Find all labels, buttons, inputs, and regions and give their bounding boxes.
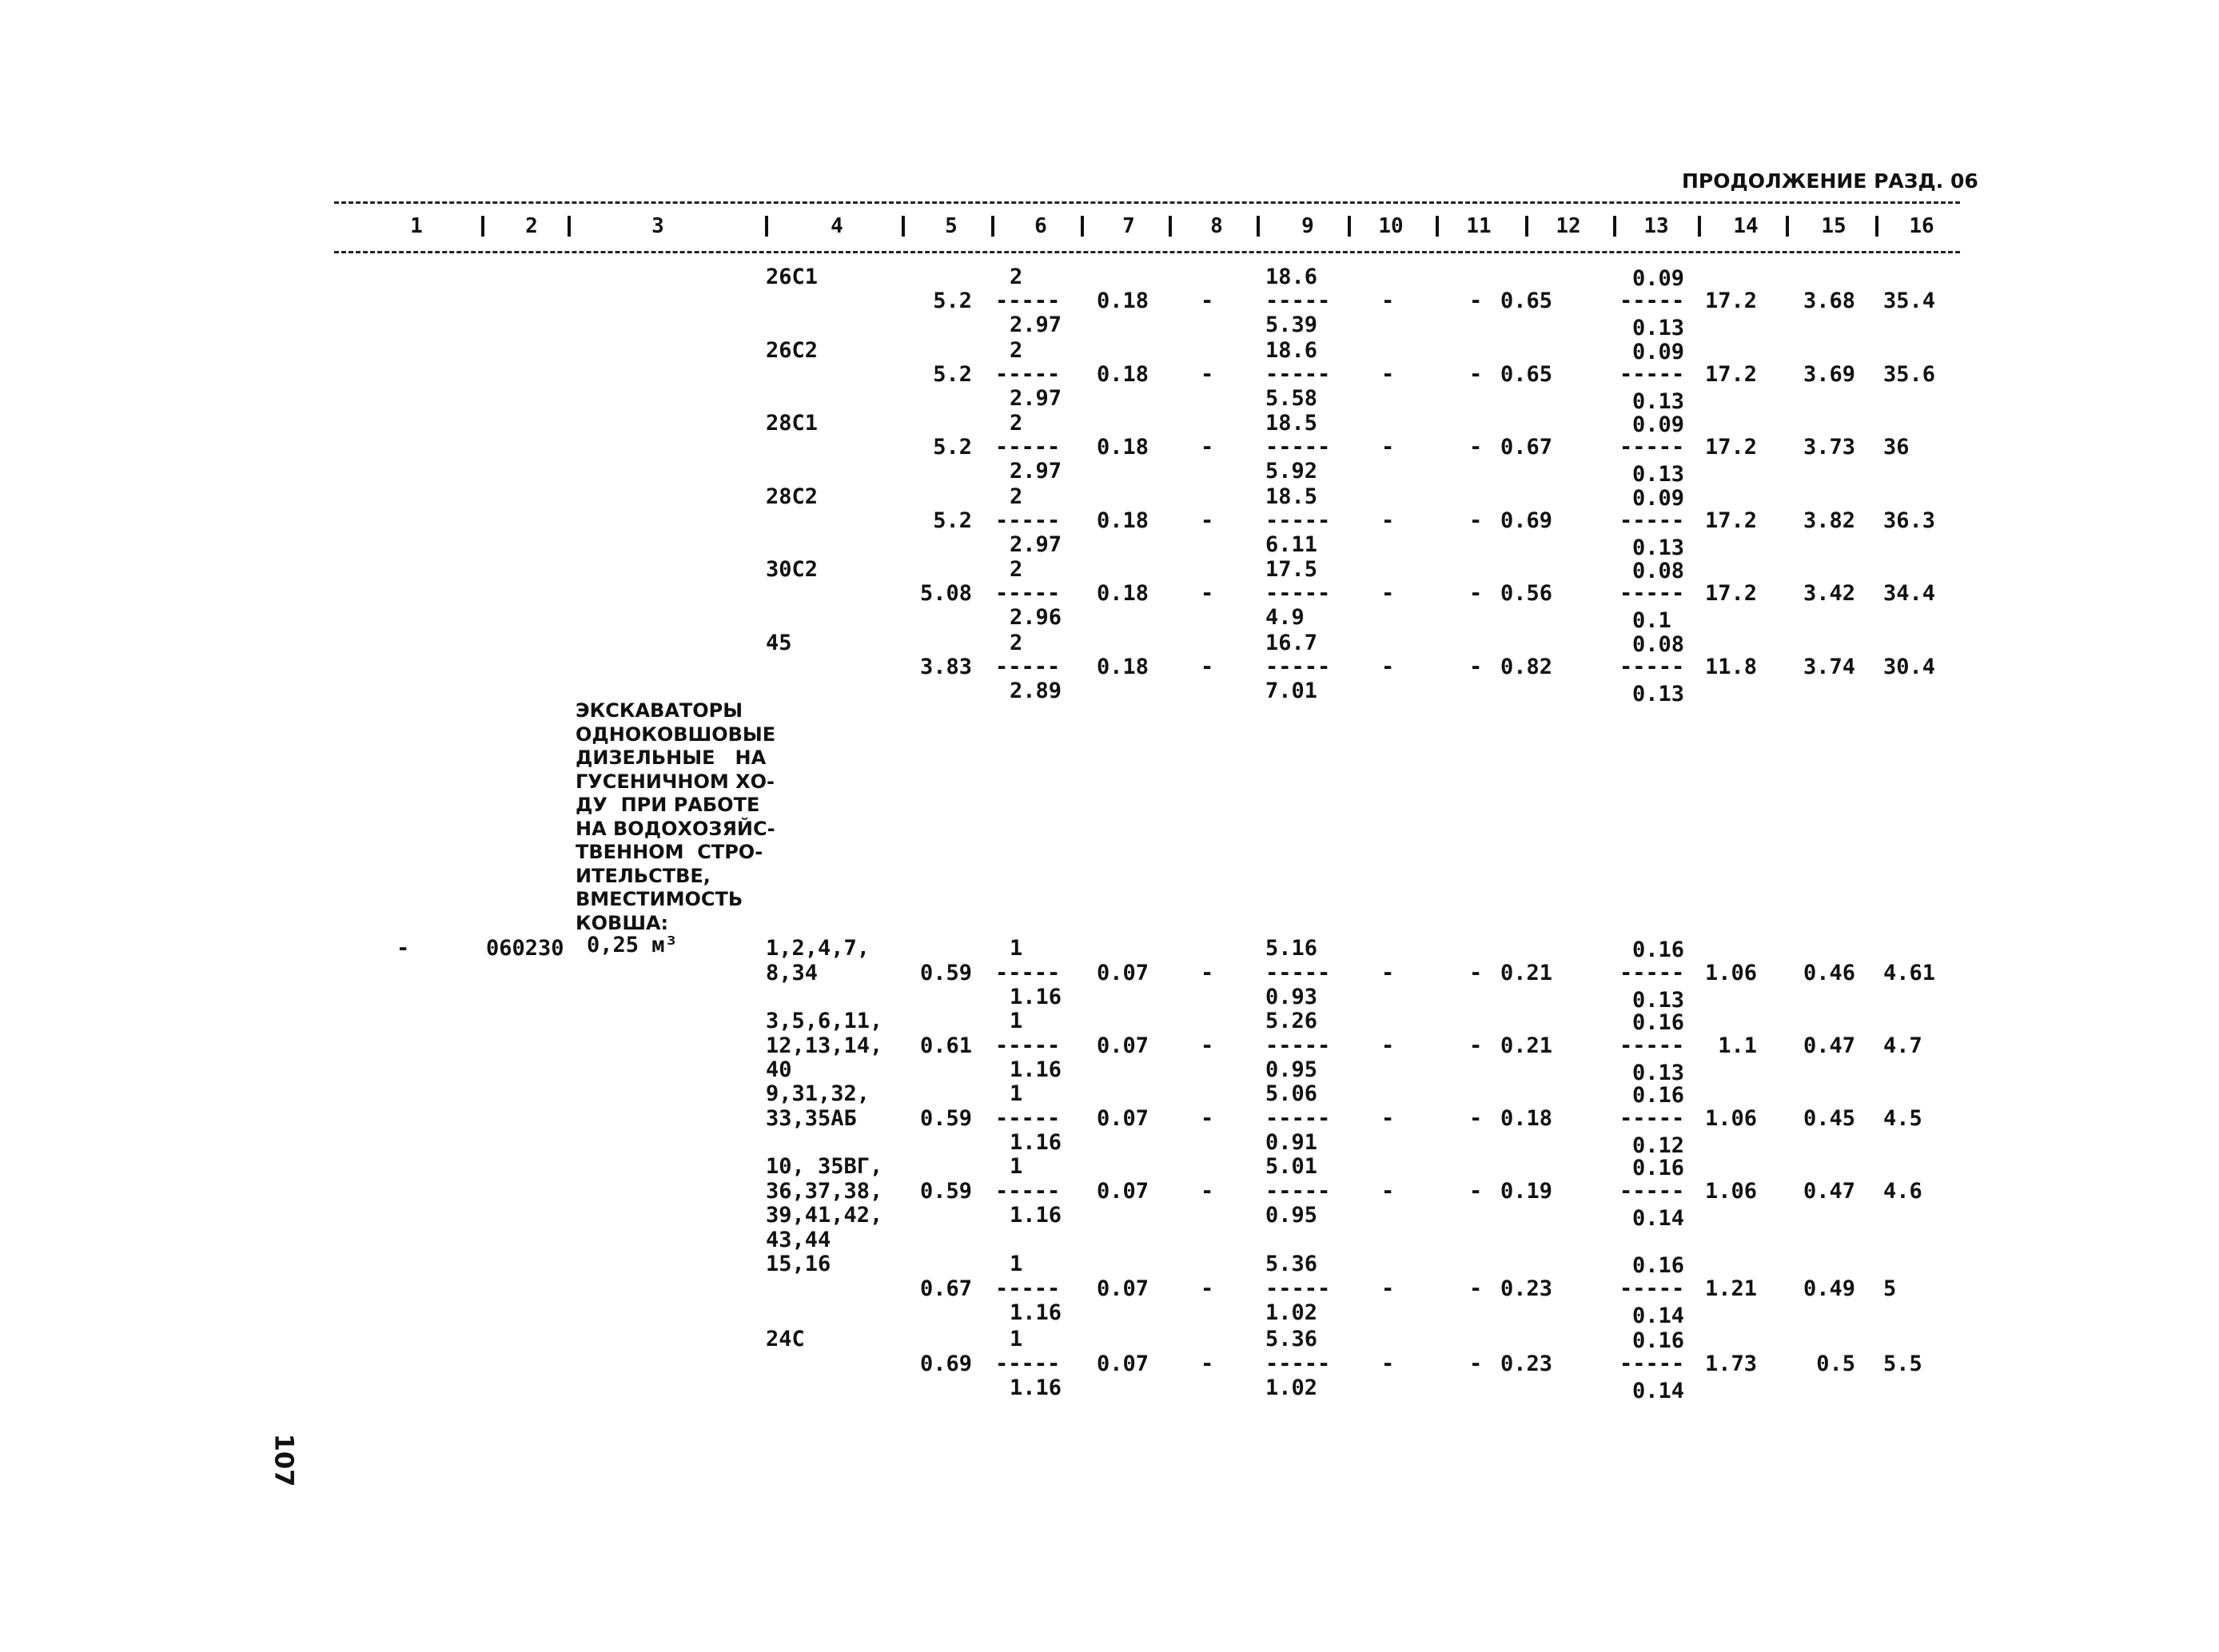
page-number: 107: [269, 1433, 300, 1487]
fraction-bar: -----: [995, 289, 1061, 313]
fraction-bar: -----: [1619, 361, 1685, 387]
value-col16: 34.4: [1883, 581, 1936, 607]
value-col6-denominator: 2.89: [1010, 679, 1062, 703]
value-col9-numerator: 5.36: [1265, 1252, 1318, 1276]
model-designation: 40: [766, 1057, 792, 1082]
fraction-bar: -----: [1619, 581, 1685, 607]
row-code: 060230: [486, 936, 564, 961]
value-col13-denominator: 0.13: [1632, 462, 1685, 488]
description-line: ДИЗЕЛЬНЫЕ НА: [576, 746, 767, 769]
value-col9-denominator: 1.02: [1265, 1300, 1318, 1325]
description-line: НА ВОДОХОЗЯЙС-: [576, 817, 775, 840]
value-col11: -: [1469, 361, 1483, 387]
value-col5: 0.59: [919, 1105, 972, 1131]
column-header-5: 5: [945, 214, 958, 238]
value-col12: 0.67: [1500, 435, 1552, 460]
model-designation: 33,35АБ: [766, 1105, 857, 1131]
model-designation: 26С1: [766, 265, 819, 289]
value-col13-numerator: 0.16: [1632, 1010, 1685, 1035]
value-col6-denominator: 2.96: [1010, 605, 1062, 631]
value-col8: -: [1201, 1351, 1214, 1376]
value-col9-denominator: 1.02: [1265, 1375, 1318, 1400]
value-col8: -: [1201, 960, 1214, 985]
value-col7: 0.18: [1096, 435, 1149, 460]
value-col11: -: [1469, 655, 1483, 679]
value-col6-numerator: 2: [1010, 411, 1023, 436]
model-designation: 39,41,42,: [766, 1203, 883, 1228]
fraction-bar: -----: [1265, 289, 1331, 313]
value-col7: 0.18: [1096, 289, 1149, 313]
value-col13-denominator: 0.14: [1632, 1206, 1685, 1231]
column-separator: [1169, 216, 1172, 237]
fraction-bar: -----: [1265, 1105, 1331, 1131]
column-separator: [1348, 216, 1351, 237]
column-separator: [1257, 216, 1260, 237]
value-col6-numerator: 2: [1010, 265, 1023, 289]
value-col8: -: [1201, 1178, 1214, 1204]
fraction-bar: -----: [995, 1178, 1061, 1204]
value-col15: 3.74: [1803, 655, 1855, 679]
value-col10: -: [1381, 1276, 1395, 1301]
value-col7: 0.07: [1096, 1351, 1149, 1376]
value-col13-numerator: 0.09: [1632, 412, 1685, 438]
value-col16: 36.3: [1883, 508, 1936, 533]
value-col9-numerator: 18.5: [1265, 411, 1318, 436]
value-col8: -: [1201, 361, 1214, 387]
fraction-bar: -----: [995, 960, 1061, 985]
value-col13-denominator: 0.13: [1632, 988, 1685, 1013]
value-col13-denominator: 0.12: [1632, 1133, 1685, 1158]
fraction-bar: -----: [1619, 289, 1685, 313]
value-col16: 4.61: [1883, 960, 1936, 985]
fraction-bar: -----: [1265, 581, 1331, 607]
value-col9-numerator: 17.5: [1265, 557, 1318, 583]
fraction-bar: -----: [1619, 1276, 1685, 1301]
description-line: ТВЕННОМ СТРО-: [576, 841, 763, 863]
column-separator: [1525, 216, 1528, 237]
value-col6-numerator: 1: [1010, 1327, 1023, 1351]
description-line: ВМЕСТИМОСТЬ: [576, 888, 743, 910]
value-col8: -: [1201, 508, 1214, 533]
value-col14: 17.2: [1704, 289, 1757, 313]
value-col6-numerator: 1: [1010, 1252, 1023, 1276]
model-designation: 28С2: [766, 484, 819, 509]
value-col15: 3.68: [1803, 289, 1855, 313]
value-col13-denominator: 0.13: [1632, 388, 1685, 414]
fraction-bar: -----: [995, 435, 1061, 460]
column-separator: [902, 216, 905, 237]
value-col12: 0.82: [1500, 655, 1552, 679]
model-designation: 15,16: [766, 1252, 831, 1276]
value-col10: -: [1381, 655, 1395, 679]
fraction-bar: -----: [995, 655, 1061, 679]
fraction-bar: -----: [1265, 655, 1331, 679]
value-col15: 0.5: [1816, 1351, 1855, 1376]
model-designation: 43,44: [766, 1227, 831, 1252]
description-line: КОВША:: [576, 911, 669, 934]
fraction-bar: -----: [1619, 508, 1685, 533]
value-col9-denominator: 4.9: [1265, 605, 1305, 631]
fraction-bar: -----: [1265, 1276, 1331, 1301]
value-col9-numerator: 18.6: [1265, 337, 1318, 363]
description-line: ДУ ПРИ РАБОТЕ: [576, 794, 760, 816]
value-col14: 1.73: [1704, 1351, 1757, 1376]
model-designation: 12,13,14,: [766, 1033, 883, 1058]
value-col11: -: [1469, 1276, 1483, 1301]
value-col16: 36: [1883, 435, 1910, 460]
value-col16: 35.4: [1883, 289, 1936, 313]
model-designation: 24С: [766, 1327, 805, 1351]
column-separator: [1786, 216, 1789, 237]
value-col13-numerator: 0.16: [1632, 1328, 1685, 1353]
column-header-10: 10: [1378, 214, 1404, 238]
value-col15: 0.47: [1803, 1178, 1855, 1204]
value-col13-denominator: 0.13: [1632, 1061, 1685, 1085]
value-col6-numerator: 2: [1010, 337, 1023, 363]
value-col9-denominator: 5.39: [1265, 312, 1318, 337]
value-col14: 1.06: [1704, 1105, 1757, 1131]
value-col12: 0.69: [1500, 508, 1552, 533]
value-col7: 0.18: [1096, 655, 1149, 679]
value-col15: 3.69: [1803, 361, 1855, 387]
model-designation: 8,34: [766, 960, 819, 985]
value-col6-numerator: 1: [1010, 1081, 1023, 1106]
fraction-bar: -----: [995, 508, 1061, 533]
value-col16: 30.4: [1883, 655, 1936, 679]
value-col5: 0.69: [919, 1351, 972, 1376]
value-col6-numerator: 1: [1010, 1009, 1023, 1033]
fraction-bar: -----: [1619, 1178, 1685, 1204]
value-col12: 0.19: [1500, 1178, 1552, 1204]
value-col8: -: [1201, 289, 1214, 313]
column-header-14: 14: [1733, 214, 1759, 238]
value-col9-numerator: 5.01: [1265, 1154, 1318, 1179]
value-col6-denominator: 1.16: [1010, 1203, 1062, 1228]
section-description: [576, 699, 775, 935]
value-col13-numerator: 0.08: [1632, 632, 1685, 657]
value-col11: -: [1469, 1033, 1483, 1058]
value-col15: 3.82: [1803, 508, 1855, 533]
value-col14: 1.1: [1718, 1033, 1757, 1058]
model-designation: 3,5,6,11,: [766, 1009, 883, 1033]
value-col5: 5.08: [919, 581, 972, 607]
value-col13-denominator: 0.13: [1632, 682, 1685, 707]
value-col14: 1.21: [1704, 1276, 1757, 1301]
fraction-bar: -----: [1265, 508, 1331, 533]
value-col13-numerator: 0.09: [1632, 339, 1685, 364]
value-col9-numerator: 5.06: [1265, 1081, 1318, 1106]
value-col8: -: [1201, 1033, 1214, 1058]
value-col7: 0.18: [1096, 361, 1149, 387]
value-col11: -: [1469, 1351, 1483, 1376]
column-header-15: 15: [1821, 214, 1847, 238]
value-col13-denominator: 0.1: [1632, 608, 1671, 634]
value-col9-denominator: 7.01: [1265, 679, 1318, 703]
value-col5: 5.2: [933, 435, 972, 460]
value-col13-denominator: 0.13: [1632, 316, 1685, 340]
value-col10: -: [1381, 289, 1395, 313]
model-designation: 36,37,38,: [766, 1178, 883, 1204]
value-col13-numerator: 0.16: [1632, 1253, 1685, 1278]
column-header-3: 3: [651, 214, 664, 238]
fraction-bar: -----: [1619, 655, 1685, 679]
model-designation: 26С2: [766, 337, 819, 363]
description-line: ИТЕЛЬСТВЕ,: [576, 864, 711, 887]
value-col13-numerator: 0.09: [1632, 485, 1685, 511]
value-col9-denominator: 0.93: [1265, 985, 1318, 1009]
model-designation: 1,2,4,7,: [766, 936, 870, 961]
value-col16: 35.6: [1883, 361, 1936, 387]
value-col12: 0.21: [1500, 960, 1552, 985]
value-col6-numerator: 2: [1010, 557, 1023, 583]
value-col9-numerator: 16.7: [1265, 631, 1318, 655]
value-col10: -: [1381, 1178, 1395, 1204]
value-col5: 3.83: [919, 655, 972, 679]
value-col12: 0.65: [1500, 361, 1552, 387]
value-col9-denominator: 0.91: [1265, 1130, 1318, 1155]
value-col11: -: [1469, 435, 1483, 460]
value-col7: 0.07: [1096, 1178, 1149, 1204]
column-separator: [1081, 216, 1084, 237]
value-col6-denominator: 1.16: [1010, 985, 1062, 1009]
bucket-capacity: 0,25 м³: [587, 933, 678, 957]
value-col12: 0.65: [1500, 289, 1552, 313]
value-col5: 5.2: [933, 508, 972, 533]
value-col6-denominator: 2.97: [1010, 531, 1062, 557]
value-col8: -: [1201, 1105, 1214, 1131]
value-col10: -: [1381, 960, 1395, 985]
value-col10: -: [1381, 1105, 1395, 1131]
value-col6-denominator: 1.16: [1010, 1300, 1062, 1325]
value-col6-denominator: 2.97: [1010, 459, 1062, 484]
value-col15: 3.73: [1803, 435, 1855, 460]
value-col12: 0.23: [1500, 1276, 1552, 1301]
fraction-bar: -----: [1619, 1033, 1685, 1058]
value-col11: -: [1469, 581, 1483, 607]
column-separator: [568, 216, 571, 237]
value-col14: 17.2: [1704, 508, 1757, 533]
value-col5: 5.2: [933, 289, 972, 313]
value-col9-numerator: 18.6: [1265, 265, 1318, 289]
value-col11: -: [1469, 1105, 1483, 1131]
value-col15: 3.42: [1803, 581, 1855, 607]
fraction-bar: -----: [995, 581, 1061, 607]
value-col6-denominator: 2.97: [1010, 312, 1062, 337]
value-col13-denominator: 0.14: [1632, 1379, 1685, 1403]
fraction-bar: -----: [1265, 960, 1331, 985]
fraction-bar: -----: [995, 1351, 1061, 1376]
value-col13-denominator: 0.14: [1632, 1304, 1685, 1328]
value-col14: 1.06: [1704, 960, 1757, 985]
value-col6-denominator: 1.16: [1010, 1375, 1062, 1400]
value-col13-numerator: 0.16: [1632, 937, 1685, 962]
fraction-bar: -----: [1619, 1351, 1685, 1376]
value-col6-numerator: 2: [1010, 631, 1023, 655]
value-col13-numerator: 0.08: [1632, 559, 1685, 584]
value-col11: -: [1469, 508, 1483, 533]
column-header-7: 7: [1122, 214, 1135, 238]
fraction-bar: -----: [1619, 1105, 1685, 1131]
value-col14: 17.2: [1704, 361, 1757, 387]
value-col12: 0.56: [1500, 581, 1552, 607]
fraction-bar: -----: [1265, 361, 1331, 387]
row-col1-dash: -: [396, 936, 410, 961]
value-col5: 5.2: [933, 361, 972, 387]
column-separator: [1698, 216, 1701, 237]
column-header-6: 6: [1034, 214, 1047, 238]
value-col10: -: [1381, 581, 1395, 607]
value-col9-denominator: 6.11: [1265, 531, 1318, 557]
model-designation: 9,31,32,: [766, 1081, 870, 1106]
value-col5: 0.61: [919, 1033, 972, 1058]
value-col5: 0.67: [919, 1276, 972, 1301]
model-designation: 30С2: [766, 557, 819, 583]
column-separator: [765, 216, 768, 237]
value-col12: 0.18: [1500, 1105, 1552, 1131]
column-header-2: 2: [525, 214, 538, 238]
header-bottom-rule: [334, 251, 1960, 253]
value-col9-denominator: 0.95: [1265, 1203, 1318, 1228]
value-col5: 0.59: [919, 1178, 972, 1204]
value-col8: -: [1201, 1276, 1214, 1301]
column-separator: [1875, 216, 1878, 237]
value-col10: -: [1381, 508, 1395, 533]
column-separator: [1613, 216, 1616, 237]
value-col10: -: [1381, 1351, 1395, 1376]
column-header-13: 13: [1643, 214, 1669, 238]
value-col10: -: [1381, 361, 1395, 387]
fraction-bar: -----: [1265, 1033, 1331, 1058]
value-col15: 0.46: [1803, 960, 1855, 985]
value-col16: 4.6: [1883, 1178, 1922, 1204]
value-col16: 5: [1883, 1276, 1897, 1301]
column-header-1: 1: [410, 214, 423, 238]
value-col7: 0.07: [1096, 960, 1149, 985]
fraction-bar: -----: [995, 361, 1061, 387]
value-col12: 0.23: [1500, 1351, 1552, 1376]
fraction-bar: -----: [995, 1276, 1061, 1301]
value-col14: 11.8: [1704, 655, 1757, 679]
value-col7: 0.18: [1096, 508, 1149, 533]
value-col6-denominator: 1.16: [1010, 1130, 1062, 1155]
value-col13-numerator: 0.09: [1632, 266, 1685, 291]
value-col9-numerator: 5.26: [1265, 1009, 1318, 1033]
value-col14: 17.2: [1704, 581, 1757, 607]
value-col5: 0.59: [919, 960, 972, 985]
value-col8: -: [1201, 581, 1214, 607]
value-col16: 5.5: [1883, 1351, 1922, 1376]
continuation-note: ПРОДОЛЖЕНИЕ РАЗД. 06: [1682, 169, 1978, 193]
value-col8: -: [1201, 435, 1214, 460]
column-header-16: 16: [1909, 214, 1934, 238]
column-header-4: 4: [831, 214, 843, 238]
value-col13-numerator: 0.16: [1632, 1156, 1685, 1180]
value-col13-numerator: 0.16: [1632, 1083, 1685, 1108]
value-col14: 17.2: [1704, 435, 1757, 460]
fraction-bar: -----: [995, 1105, 1061, 1131]
column-separator: [481, 216, 484, 237]
header-top-rule: [334, 201, 1960, 204]
value-col9-denominator: 5.58: [1265, 385, 1318, 411]
value-col16: 4.5: [1883, 1105, 1922, 1131]
model-designation: 45: [766, 631, 792, 655]
value-col6-denominator: 1.16: [1010, 1057, 1062, 1082]
value-col10: -: [1381, 1033, 1395, 1058]
value-col13-denominator: 0.13: [1632, 535, 1685, 560]
value-col9-numerator: 18.5: [1265, 484, 1318, 509]
value-col11: -: [1469, 960, 1483, 985]
value-col6-denominator: 2.97: [1010, 385, 1062, 411]
value-col6-numerator: 1: [1010, 936, 1023, 961]
value-col11: -: [1469, 1178, 1483, 1204]
value-col10: -: [1381, 435, 1395, 460]
description-line: ЭКСКАВАТОРЫ: [576, 699, 743, 722]
description-line: ОДНОКОВШОВЫЕ: [576, 723, 776, 746]
column-header-11: 11: [1466, 214, 1492, 238]
value-col15: 0.45: [1803, 1105, 1855, 1131]
value-col16: 4.7: [1883, 1033, 1922, 1058]
column-header-9: 9: [1301, 214, 1314, 238]
value-col9-numerator: 5.36: [1265, 1327, 1318, 1351]
value-col11: -: [1469, 289, 1483, 313]
value-col7: 0.07: [1096, 1276, 1149, 1301]
value-col6-numerator: 2: [1010, 484, 1023, 509]
fraction-bar: -----: [1265, 1178, 1331, 1204]
column-header-12: 12: [1556, 214, 1581, 238]
value-col8: -: [1201, 655, 1214, 679]
fraction-bar: -----: [1265, 435, 1331, 460]
value-col15: 0.49: [1803, 1276, 1855, 1301]
model-designation: 10, 35ВГ,: [766, 1154, 883, 1179]
fraction-bar: -----: [1619, 435, 1685, 460]
value-col6-numerator: 1: [1010, 1154, 1023, 1179]
value-col14: 1.06: [1704, 1178, 1757, 1204]
value-col9-denominator: 0.95: [1265, 1057, 1318, 1082]
value-col15: 0.47: [1803, 1033, 1855, 1058]
value-col7: 0.07: [1096, 1033, 1149, 1058]
description-line: ГУСЕНИЧНОМ ХО-: [576, 770, 775, 793]
fraction-bar: -----: [1619, 960, 1685, 985]
column-header-8: 8: [1210, 214, 1223, 238]
value-col7: 0.07: [1096, 1105, 1149, 1131]
column-separator: [991, 216, 994, 237]
fraction-bar: -----: [995, 1033, 1061, 1058]
value-col9-denominator: 5.92: [1265, 459, 1318, 484]
model-designation: 28С1: [766, 411, 819, 436]
fraction-bar: -----: [1265, 1351, 1331, 1376]
column-separator: [1436, 216, 1439, 237]
value-col12: 0.21: [1500, 1033, 1552, 1058]
value-col7: 0.18: [1096, 581, 1149, 607]
value-col9-numerator: 5.16: [1265, 936, 1318, 961]
